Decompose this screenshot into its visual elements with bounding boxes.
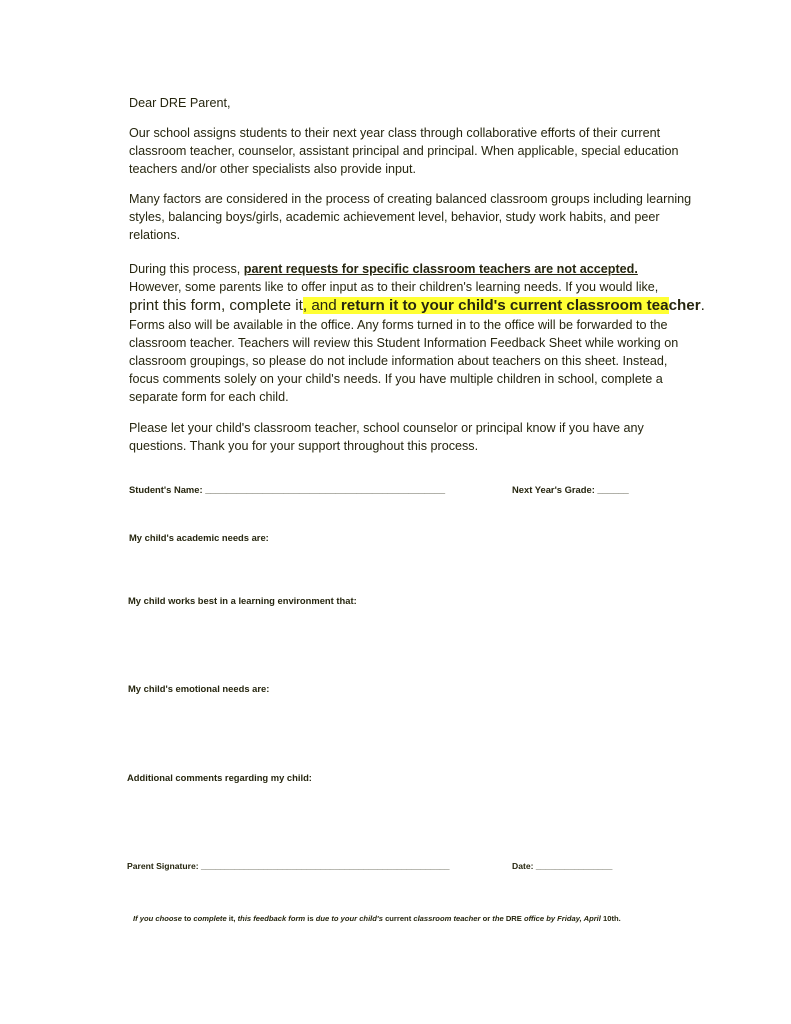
footer-segment: to <box>184 914 194 923</box>
footer-segment: is <box>307 914 316 923</box>
greeting: Dear DRE Parent, <box>129 96 231 110</box>
text: print this form, complete it <box>129 297 303 314</box>
paragraph-assignment: Our school assigns students to their next year class through collaborative efforts of their current classroom teacher, counselor, assistant principal and principal. When applicable, special education teachers and/or other specialists also provide input. <box>129 126 679 176</box>
environment-label: My child works best in a learning environment that: <box>128 595 357 606</box>
footer-segment: office by Friday, April <box>523 914 604 923</box>
footer-segment: this feedback form <box>237 914 308 923</box>
emphasis-no-requests: parent requests for specific classroom teachers are not accepted. <box>243 262 638 276</box>
footer-segment: If you choose <box>133 914 185 923</box>
text: During this process, <box>129 262 244 276</box>
footer-segment: due to your child's <box>315 914 386 923</box>
signature-field[interactable]: Parent Signature: ____________________________________________________ <box>127 861 450 871</box>
text: However, some parents like to offer input as to their children's learning needs. If you would like, <box>129 280 659 294</box>
footer-segment: 10th. <box>603 914 621 923</box>
emotional-needs-label: My child's emotional needs are: <box>128 683 270 694</box>
footer-segment: or <box>482 914 493 923</box>
text: Forms also will be available in the office. Any forms turned in to the office will be forwarded to the classroom teacher. Teachers will review this Student Information Feedback Sheet while working on classroom groupings, so please do not include information about teachers on this sheet. Instead, focus comments solely on your child's needs. If you have multiple children in school, complete a separate form for each child. <box>129 318 679 404</box>
academic-needs-label: My child's academic needs are: <box>129 532 269 543</box>
footer-segment: classroom teacher <box>413 914 483 923</box>
footer-segment: it, <box>228 914 238 923</box>
paragraph-contact: Please let your child's classroom teacher, school counselor or principal know if you have any questions. Thank you for your support throughout this process. <box>129 421 644 453</box>
paragraph-process <box>129 260 704 406</box>
footer-segment: complete <box>193 914 229 923</box>
highlight-bold-text: return it to your child's current classroom tea <box>340 297 669 314</box>
highlight-text: , and <box>302 297 341 314</box>
footer-segment: current <box>385 914 414 923</box>
paragraph-factors: Many factors are considered in the process of creating balanced classroom groups including learning styles, balancing boys/girls, academic achievement level, behavior, study work habits, and peer relations. <box>129 192 692 242</box>
student-name-field[interactable]: Student's Name: ______________________________________________ <box>129 484 446 495</box>
date-field[interactable]: Date: ________________ <box>512 861 613 871</box>
comments-label: Additional comments regarding my child: <box>127 772 312 783</box>
text: . <box>700 297 705 314</box>
footer-note <box>133 914 621 923</box>
text: cher <box>668 297 701 314</box>
grade-field[interactable]: Next Year's Grade: ______ <box>512 484 629 495</box>
footer-segment: the <box>492 914 506 923</box>
footer-segment: DRE <box>505 914 524 923</box>
